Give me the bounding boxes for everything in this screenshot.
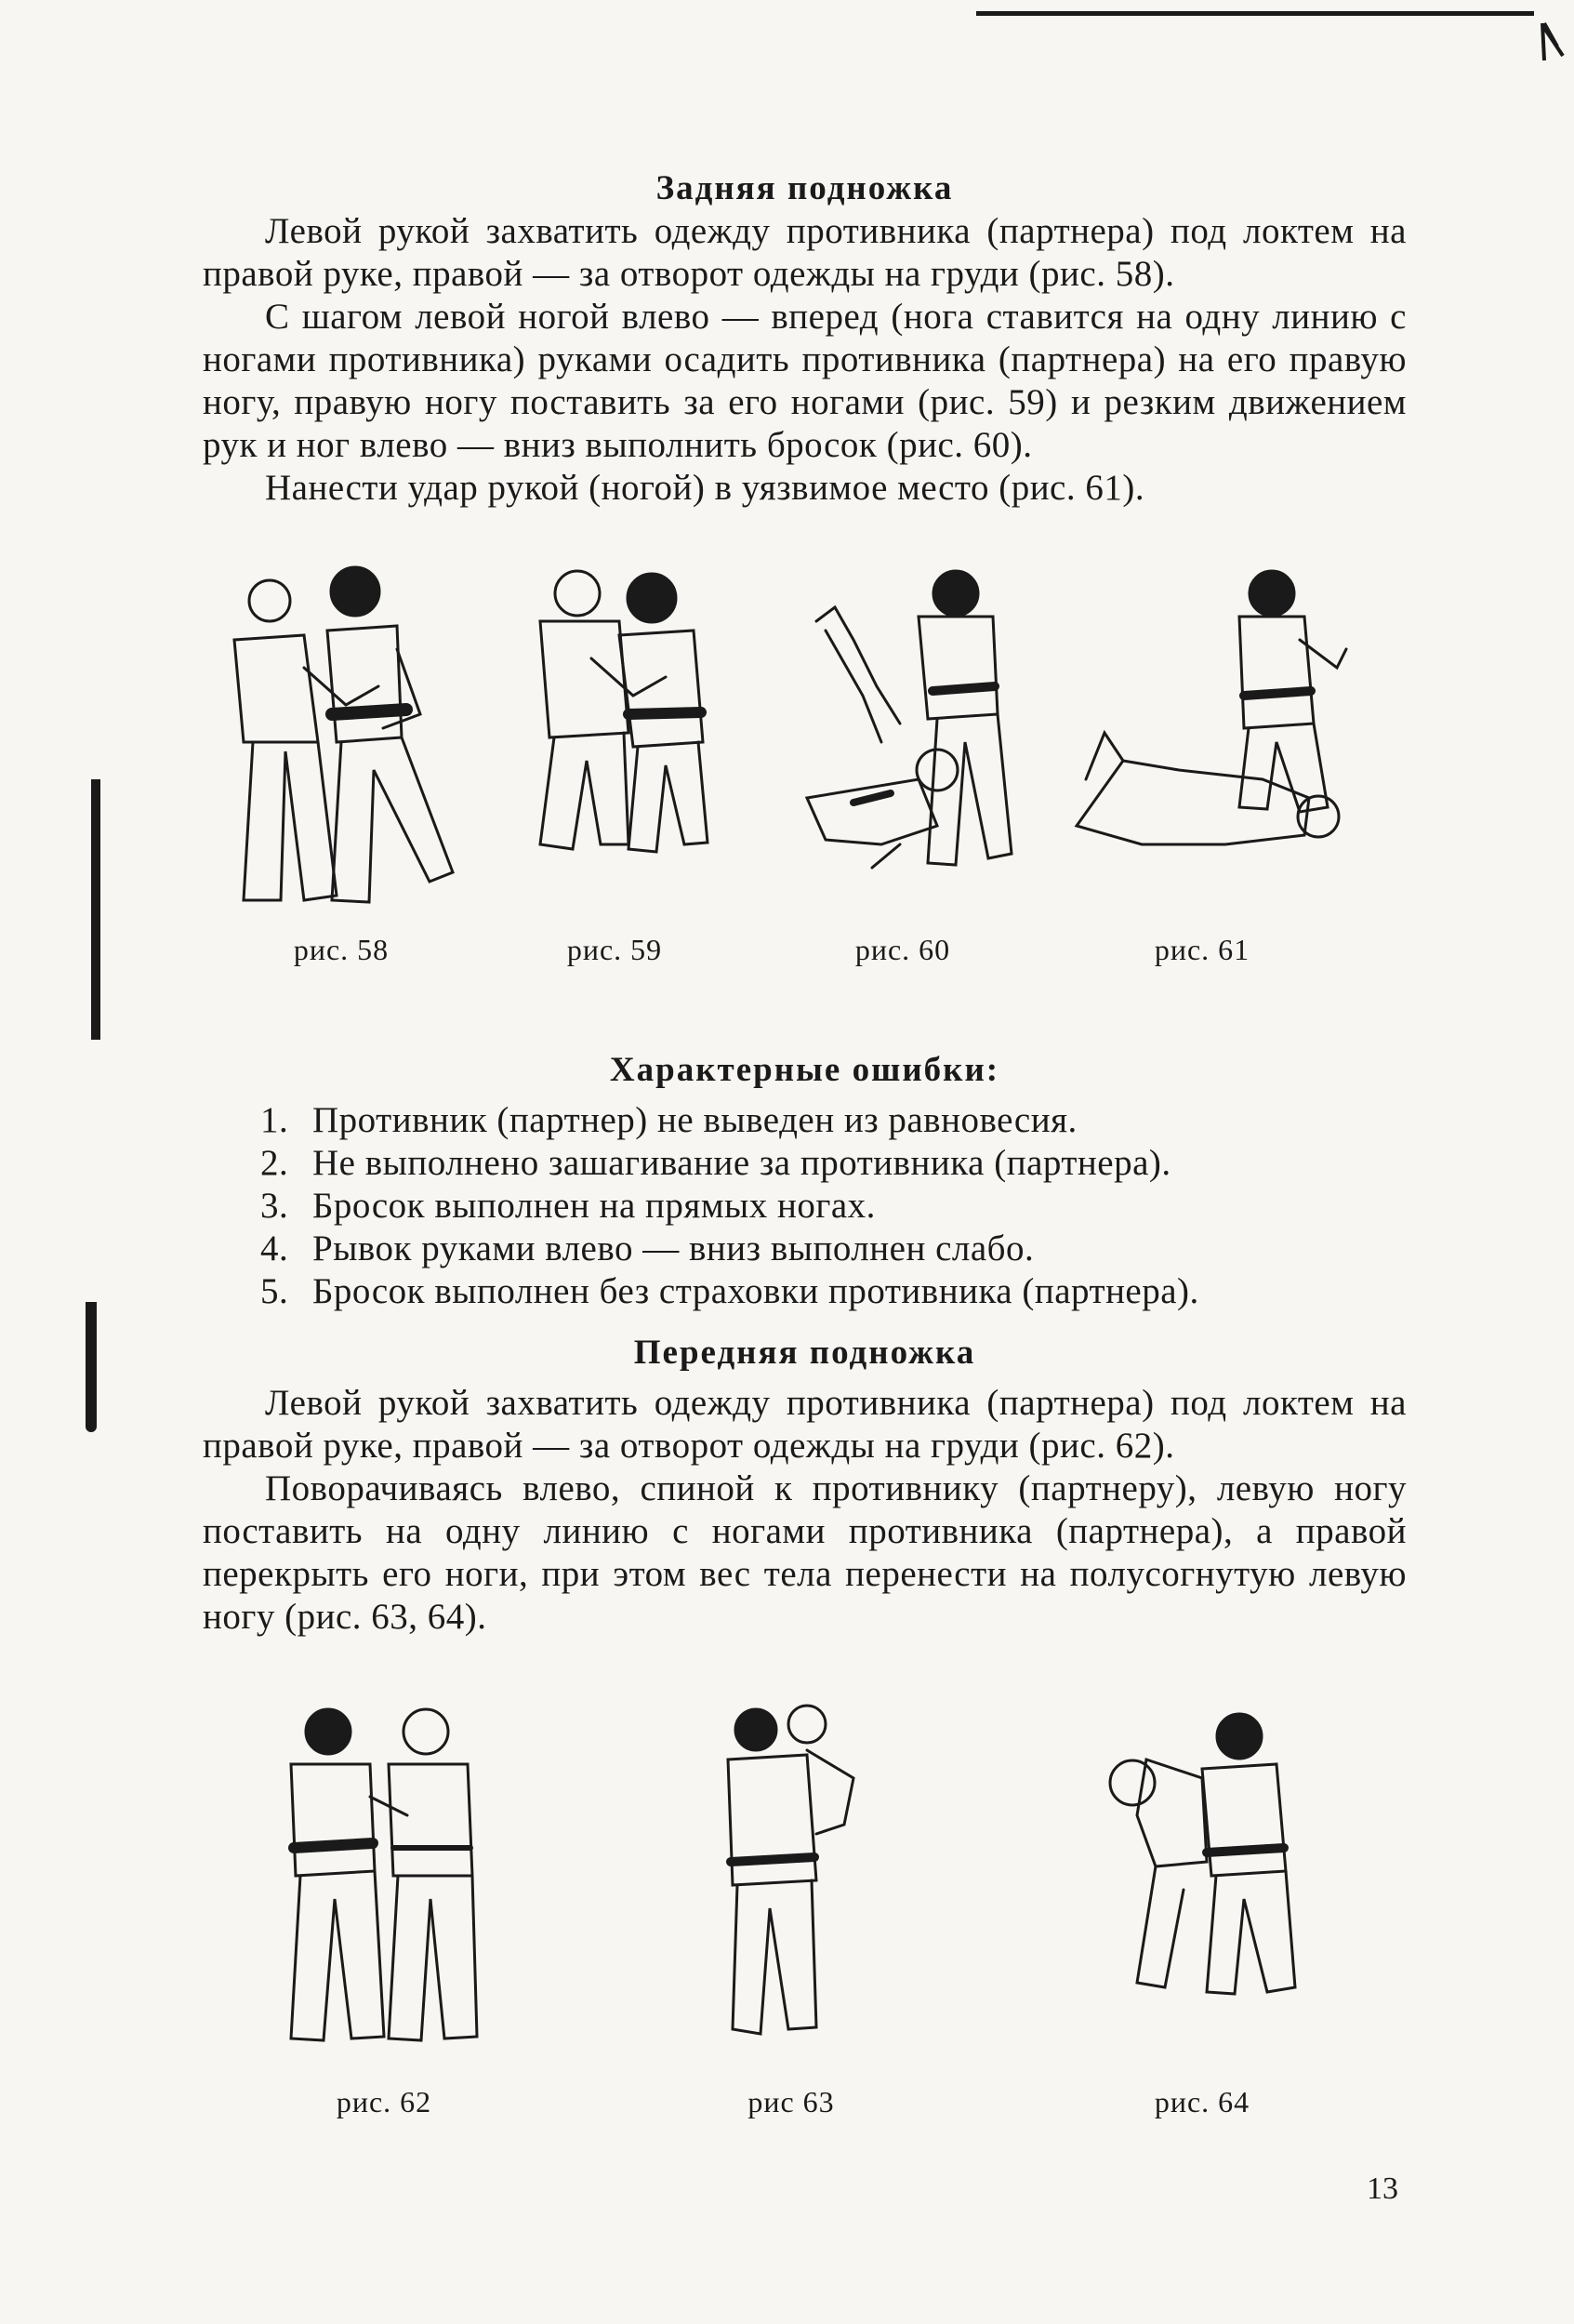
figure-58	[216, 565, 467, 919]
figure-row-2	[203, 1704, 1407, 2187]
judo-turn-illustration-icon	[705, 1704, 872, 2048]
errors-list	[203, 1099, 1407, 1313]
scan-edge-bar	[91, 779, 100, 1040]
scan-edge-bar	[86, 1302, 97, 1432]
judo-front-grip-illustration-icon	[277, 1704, 491, 2057]
list-item: 5. Бросок выполнен без страховки противника (партнера).	[260, 1271, 1199, 1311]
section-title-front-trip: Передняя подножка	[633, 1334, 976, 1372]
judo-step-behind-illustration-icon	[526, 565, 721, 863]
judo-strike-illustration-icon	[1067, 565, 1374, 863]
paragraph: Нанести удар рукой (ногой) в уязвимое место (рис. 61).	[265, 468, 1145, 508]
figure-caption: рис. 64	[1154, 2085, 1250, 2118]
list-item: 3. Бросок выполнен на прямых ногах.	[260, 1186, 876, 1226]
page-number: 13	[1367, 2171, 1398, 2206]
paragraph: Поворачиваясь влево, спиной к противнику (партнеру), левую ногу поставить на одну линию с ногами противника (партнера), а правой перекрыть его ноги, при этом вес тела перенести на полусогнутую левую ногу (рис. 63, 64).	[203, 1468, 1407, 1637]
figure-60	[788, 565, 1030, 872]
section-title-back-trip: Задняя подножка	[655, 169, 954, 207]
paragraph: Левой рукой захватить одежду противника (партнера) под локтем на правой руке, правой — за отворот одежды на груди (рис. 58).	[203, 211, 1407, 294]
figure-64	[1100, 1704, 1304, 2011]
judo-grip-illustration-icon	[216, 565, 467, 919]
figure-row-1	[203, 565, 1407, 1049]
judo-throw-illustration-icon	[788, 565, 1030, 872]
corner-mark-icon	[1539, 19, 1567, 65]
judo-front-trip-illustration-icon	[1100, 1704, 1304, 2011]
figure-caption: рис 63	[747, 2085, 835, 2118]
figure-caption: рис. 61	[1154, 933, 1250, 966]
figure-61	[1067, 565, 1374, 863]
figure-63	[705, 1704, 872, 2048]
list-item: 4. Рывок руками влево — вниз выполнен слабо.	[260, 1228, 1035, 1268]
figure-caption: рис. 58	[293, 933, 390, 966]
section-title-errors: Характерные ошибки:	[609, 1051, 1000, 1089]
page-content	[203, 167, 1407, 2187]
paragraph: Левой рукой захватить одежду противника (партнера) под локтем на правой руке, правой — за отворот одежды на груди (рис. 62).	[203, 1383, 1407, 1466]
top-rule	[976, 11, 1534, 16]
figure-caption: рис. 62	[336, 2085, 432, 2118]
figure-59	[526, 565, 721, 863]
figure-62	[277, 1704, 491, 2057]
figure-caption: рис. 60	[854, 933, 951, 966]
list-item: 1. Противник (партнер) не выведен из равновесия.	[260, 1100, 1078, 1140]
list-item: 2. Не выполнено зашагивание за противника (партнера).	[260, 1143, 1171, 1183]
figure-caption: рис. 59	[566, 933, 663, 966]
paragraph: С шагом левой ногой влево — вперед (нога ставится на одну линию с ногами противника) руками осадить противника (партнера) на его правую ногу, правую ногу поставить за его ногами (рис. 59) и резким движением рук и ног влево — вниз выполнить бросок (рис. 60).	[203, 297, 1407, 465]
